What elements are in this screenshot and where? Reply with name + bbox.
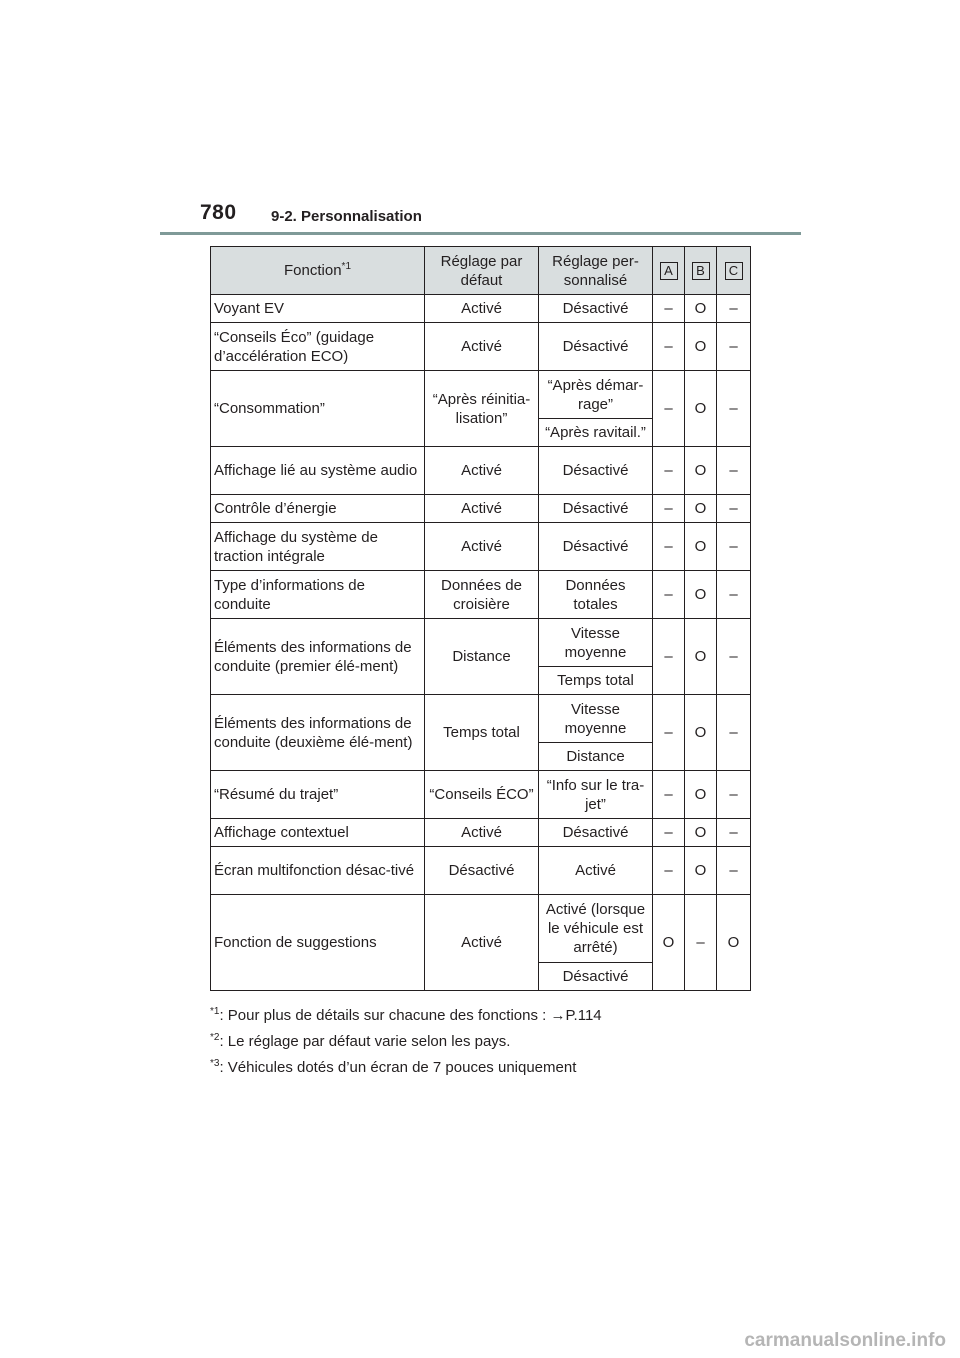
cell-default: Activé <box>425 495 539 523</box>
table-row <box>211 771 751 819</box>
cell-default: “Conseils ÉCO” <box>425 771 539 819</box>
cell-default: “Après réinitia-lisation” <box>425 371 539 447</box>
cell-function: Contrôle d’énergie <box>211 495 425 523</box>
cell-b: O <box>685 695 717 771</box>
cell-b: – <box>685 895 717 991</box>
cell-a: – <box>653 295 685 323</box>
cell-default: Activé <box>425 895 539 991</box>
footnote-text: : Pour plus de détails sur chacune des fonctions : →P.114 <box>219 1007 602 1024</box>
cell-b: O <box>685 771 717 819</box>
cell-default: Activé <box>425 523 539 571</box>
cell-c: – <box>717 495 751 523</box>
cell-custom: Désactivé <box>539 323 653 371</box>
cell-default: Temps total <box>425 695 539 771</box>
table-row <box>211 371 751 419</box>
col-a <box>653 247 685 295</box>
cell-custom: Désactivé <box>539 295 653 323</box>
cell-c: – <box>717 771 751 819</box>
footnote-ref: *1 <box>341 261 351 272</box>
cell-function: Affichage lié au système audio <box>211 447 425 495</box>
col-c-label: C <box>725 262 743 280</box>
watermark: carmanualsonline.info <box>744 1330 946 1351</box>
cell-c: – <box>717 695 751 771</box>
cell-c: – <box>717 295 751 323</box>
settings-table <box>210 246 751 991</box>
cell-a: – <box>653 619 685 695</box>
cell-a: – <box>653 847 685 895</box>
cell-custom: Activé <box>539 847 653 895</box>
cell-function: Éléments des informations de conduite (deuxième élé-ment) <box>211 695 425 771</box>
cell-a: – <box>653 323 685 371</box>
cell-default: Activé <box>425 447 539 495</box>
cell-a: – <box>653 371 685 447</box>
section-title: 9-2. Personnalisation <box>271 208 422 225</box>
cell-function: Type d’informations de conduite <box>211 571 425 619</box>
cell-a: – <box>653 447 685 495</box>
cell-b: O <box>685 295 717 323</box>
table-row <box>211 571 751 619</box>
cell-default: Distance <box>425 619 539 695</box>
table-row <box>211 323 751 371</box>
cell-a: – <box>653 819 685 847</box>
cell-custom: Vitesse moyenne <box>539 619 653 667</box>
cell-b: O <box>685 523 717 571</box>
cell-a: – <box>653 571 685 619</box>
table-row <box>211 695 751 743</box>
cell-c: – <box>717 847 751 895</box>
footnotes <box>210 1006 770 1084</box>
cell-custom: “Après démar-rage” <box>539 371 653 419</box>
cell-custom-alt: “Après ravitail.” <box>539 419 653 447</box>
cell-b: O <box>685 495 717 523</box>
cell-a: – <box>653 495 685 523</box>
cell-default: Données de croisière <box>425 571 539 619</box>
col-default: Réglage par défaut <box>425 247 539 295</box>
cell-function: Affichage contextuel <box>211 819 425 847</box>
cell-b: O <box>685 447 717 495</box>
col-a-label: A <box>660 262 678 280</box>
cell-default: Activé <box>425 323 539 371</box>
cell-custom: Désactivé <box>539 523 653 571</box>
cell-custom: Activé (lorsque le véhicule est arrêté) <box>539 895 653 963</box>
cell-c: – <box>717 371 751 447</box>
col-b-label: B <box>692 262 710 280</box>
cell-a: – <box>653 695 685 771</box>
cell-b: O <box>685 571 717 619</box>
cell-b: O <box>685 619 717 695</box>
cell-custom-alt: Désactivé <box>539 963 653 991</box>
cell-custom: Désactivé <box>539 495 653 523</box>
table-header-row <box>211 247 751 295</box>
cell-c: – <box>717 619 751 695</box>
header-rule <box>160 232 801 235</box>
page-number: 780 <box>200 201 237 224</box>
cell-c: – <box>717 523 751 571</box>
cell-b: O <box>685 323 717 371</box>
cell-function: “Consommation” <box>211 371 425 447</box>
cell-c: – <box>717 571 751 619</box>
table-row <box>211 495 751 523</box>
cell-default: Désactivé <box>425 847 539 895</box>
cell-custom: Désactivé <box>539 447 653 495</box>
table-row <box>211 523 751 571</box>
footnote-2: $^{*2}$: Le réglage par défaut varie selon les pays. <box>210 1032 511 1050</box>
cell-a: O <box>653 895 685 991</box>
col-custom: Réglage per-sonnalisé <box>539 247 653 295</box>
col-b <box>685 247 717 295</box>
footnote-text: : Le réglage par défaut varie selon les pays. <box>219 1033 511 1050</box>
cell-custom: Données totales <box>539 571 653 619</box>
cell-c: – <box>717 323 751 371</box>
col-function: Fonction$^{*1}$ <box>211 247 425 295</box>
cell-function: Voyant EV <box>211 295 425 323</box>
cell-b: O <box>685 847 717 895</box>
col-c <box>717 247 751 295</box>
cell-c: – <box>717 819 751 847</box>
footnote-3: $^{*3}$: Véhicules dotés d’un écran de 7 pouces uniquement <box>210 1058 577 1076</box>
table-row <box>211 295 751 323</box>
table-row <box>211 847 751 895</box>
cell-custom: Vitesse moyenne <box>539 695 653 743</box>
cell-function: “Résumé du trajet” <box>211 771 425 819</box>
cell-function: Fonction de suggestions <box>211 895 425 991</box>
cell-custom-alt: Distance <box>539 743 653 771</box>
cell-c: – <box>717 447 751 495</box>
table-row <box>211 895 751 963</box>
cell-custom: Désactivé <box>539 819 653 847</box>
table-row <box>211 619 751 667</box>
cell-a: – <box>653 523 685 571</box>
footnote-1: $^{*1}$: Pour plus de détails sur chacune des fonctions : →P.114 <box>210 1006 602 1024</box>
table-row <box>211 819 751 847</box>
cell-custom: “Info sur le tra-jet” <box>539 771 653 819</box>
cell-a: – <box>653 771 685 819</box>
cell-function: “Conseils Éco” (guidage d’accélération ECO) <box>211 323 425 371</box>
cell-function: Affichage du système de traction intégrale <box>211 523 425 571</box>
cell-b: O <box>685 819 717 847</box>
cell-default: Activé <box>425 295 539 323</box>
cell-b: O <box>685 371 717 447</box>
footnote-text: : Véhicules dotés d’un écran de 7 pouces uniquement <box>219 1059 577 1076</box>
cell-function: Éléments des informations de conduite (premier élé-ment) <box>211 619 425 695</box>
cell-c: O <box>717 895 751 991</box>
cell-function: Écran multifonction désac-tivé <box>211 847 425 895</box>
cell-custom-alt: Temps total <box>539 667 653 695</box>
cell-default: Activé <box>425 819 539 847</box>
table-row <box>211 447 751 495</box>
